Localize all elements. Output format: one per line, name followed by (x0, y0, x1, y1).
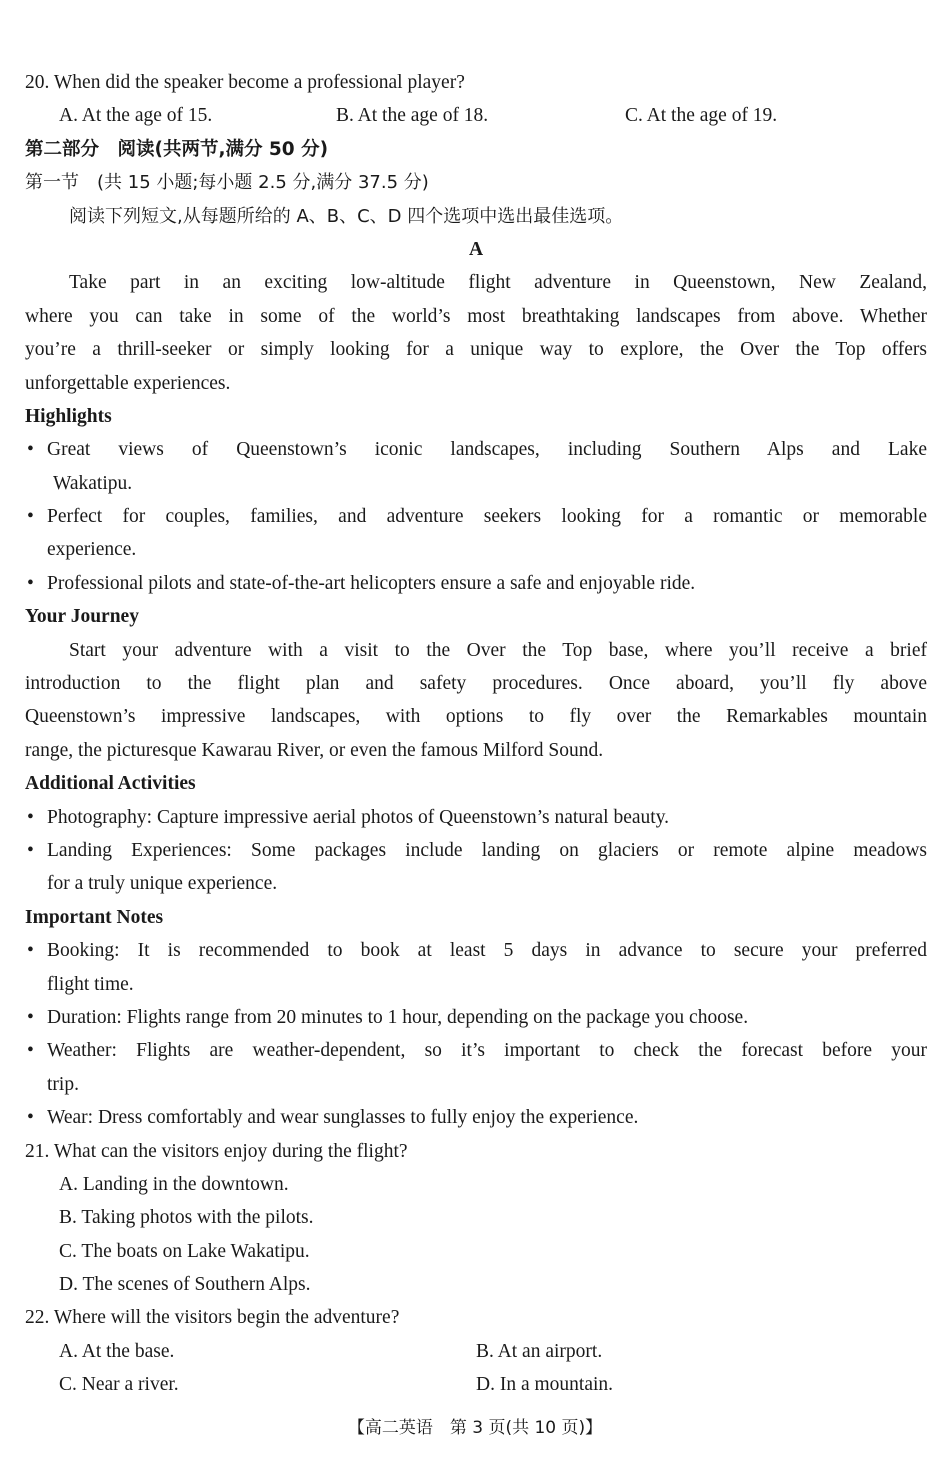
journey-line: range, the picturesque Kawarau River, or even the famous Milford Sound. (25, 739, 604, 761)
q22-option-c: C. Near a river. (59, 1374, 179, 1396)
reading-instruction: 阅读下列短文,从每题所给的 A、B、C、D 四个选项中选出最佳选项。 (69, 205, 624, 227)
q20-option-a: A. At the age of 15. (59, 105, 213, 127)
note-item-cont: flight time. (47, 973, 134, 995)
q21-option-c: C. The boats on Lake Wakatipu. (59, 1240, 310, 1262)
q22-option-b: B. At an airport. (476, 1340, 603, 1362)
q20-option-c: C. At the age of 19. (625, 105, 778, 127)
highlight-item: • Great views of Queenstown’s iconic landscapes, including Southern Alps and Lake (25, 433, 927, 466)
intro-line: you’re a thrill-seeker or simply looking for a unique way to explore, the Over the Top offers (25, 339, 927, 361)
intro-line: Take part in an exciting low-altitude flight adventure in Queenstown, New Zealand, (69, 272, 927, 294)
q22-options-row-1 (25, 1335, 927, 1368)
journey-line: Start your adventure with a visit to the Over the Top base, where you’ll receive a brief (69, 639, 927, 661)
note-item-cont: trip. (47, 1073, 79, 1095)
intro-line: where you can take in some of the world’s most breathtaking landscapes from above. Whether (25, 305, 927, 327)
q21-option-b: B. Taking photos with the pilots. (59, 1207, 314, 1229)
passage-intro (25, 266, 927, 400)
q21-option-a: A. Landing in the downtown. (59, 1173, 289, 1195)
question-22-stem: 22. Where will the visitors begin the adventure? (25, 1307, 400, 1329)
q22-option-d: D. In a mountain. (476, 1374, 614, 1396)
q22-options-row-2 (25, 1368, 927, 1401)
passage-label: A (468, 238, 484, 260)
highlights-heading: Highlights (25, 405, 112, 427)
note-item: • Wear: Dress comfortably and wear sunglasses to fully enjoy the experience. (25, 1101, 927, 1134)
question-20-options (25, 99, 927, 132)
journey-line: introduction to the flight plan and safety procedures. Once aboard, you’ll fly above (25, 673, 927, 695)
question-20-stem: 20. When did the speaker become a professional player? (25, 72, 465, 93)
exam-page (25, 66, 927, 1402)
part-two-title: 第二部分 阅读(共两节,满分 50 分) (25, 138, 329, 160)
note-item: • Duration: Flights range from 20 minutes to 1 hour, depending on the package you choose. (25, 1001, 927, 1034)
journey-line: Queenstown’s impressive landscapes, with options to fly over the Remarkables mountain (25, 706, 927, 728)
note-item: • Booking: It is recommended to book at least 5 days in advance to secure your preferred (25, 934, 927, 967)
notes-heading: Important Notes (25, 906, 164, 928)
section-one-title: 第一节 (共 15 小题;每小题 2.5 分,满分 37.5 分) (25, 172, 429, 194)
activity-item: • Photography: Capture impressive aerial photos of Queenstown’s natural beauty. (25, 801, 927, 834)
question-21-stem: 21. What can the visitors enjoy during the flight? (25, 1140, 408, 1162)
q20-option-b: B. At the age of 18. (336, 105, 489, 127)
intro-line: unforgettable experiences. (25, 372, 231, 394)
highlight-item: • Professional pilots and state-of-the-art helicopters ensure a safe and enjoyable ride. (25, 567, 927, 600)
activity-item: • Landing Experiences: Some packages include landing on glaciers or remote alpine meadows (25, 834, 927, 867)
highlight-item-cont: experience. (47, 539, 137, 561)
note-item: • Weather: Flights are weather-dependent, so it’s important to check the forecast before your (25, 1034, 927, 1067)
page-footer: 【高二英语 第 3 页(共 10 页)】 (347, 1418, 603, 1438)
highlight-item-cont: Wakatipu. (53, 472, 133, 494)
q21-option-d: D. The scenes of Southern Alps. (59, 1274, 311, 1296)
highlight-item: • Perfect for couples, families, and adventure seekers looking for a romantic or memorable (25, 500, 927, 533)
journey-heading: Your Journey (25, 606, 139, 628)
q22-option-a: A. At the base. (59, 1340, 175, 1362)
activities-heading: Additional Activities (25, 773, 196, 795)
activity-item-cont: for a truly unique experience. (47, 873, 278, 895)
